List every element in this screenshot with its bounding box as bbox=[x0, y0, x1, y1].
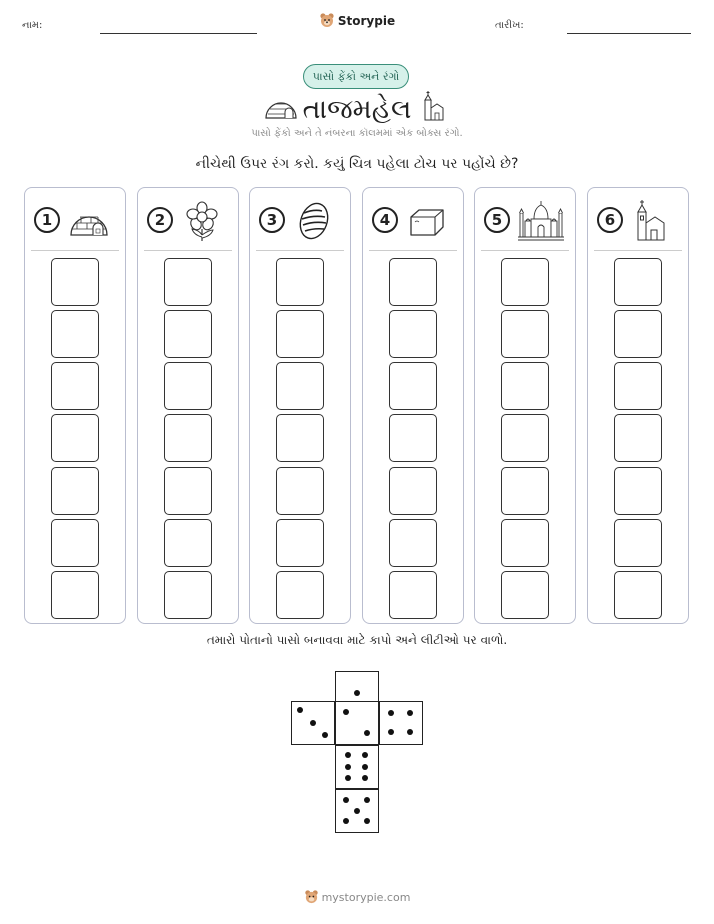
igloo-icon bbox=[264, 94, 298, 120]
column-header bbox=[588, 188, 688, 250]
brand-name: Storypie bbox=[337, 14, 396, 28]
color-box[interactable] bbox=[501, 258, 549, 306]
color-box[interactable] bbox=[164, 258, 212, 306]
flower-icon bbox=[180, 199, 224, 243]
storypie-mascot-icon bbox=[319, 12, 335, 31]
color-box[interactable] bbox=[501, 467, 549, 515]
column-1 bbox=[24, 187, 126, 624]
color-box[interactable] bbox=[164, 571, 212, 619]
color-box[interactable] bbox=[164, 310, 212, 358]
color-box[interactable] bbox=[614, 519, 662, 567]
column-4 bbox=[362, 187, 464, 624]
color-box[interactable] bbox=[501, 519, 549, 567]
die-pip bbox=[388, 710, 394, 716]
color-box[interactable] bbox=[276, 571, 324, 619]
die-pip bbox=[343, 818, 349, 824]
color-box[interactable] bbox=[501, 571, 549, 619]
color-box[interactable] bbox=[389, 467, 437, 515]
color-box[interactable] bbox=[51, 571, 99, 619]
color-box[interactable] bbox=[614, 310, 662, 358]
color-box[interactable] bbox=[389, 258, 437, 306]
color-box[interactable] bbox=[164, 467, 212, 515]
date-label: તારીખ: bbox=[495, 20, 524, 31]
color-box[interactable] bbox=[51, 310, 99, 358]
column-divider bbox=[256, 250, 344, 251]
column-header bbox=[363, 188, 463, 250]
die-pip bbox=[364, 730, 370, 736]
color-box[interactable] bbox=[276, 310, 324, 358]
color-box[interactable] bbox=[51, 414, 99, 462]
die-face-4 bbox=[379, 701, 423, 745]
die-pip bbox=[407, 710, 413, 716]
die-pip bbox=[354, 690, 360, 696]
color-box[interactable] bbox=[51, 362, 99, 410]
date-line[interactable] bbox=[567, 33, 691, 34]
cut-instruction: તમારો પોતાનો પાસો બનાવવા માટે કાપો અને લીટીઓ પર વાળો. bbox=[206, 633, 508, 647]
die-face-6 bbox=[335, 745, 379, 789]
column-header bbox=[138, 188, 238, 250]
activity-pill: પાસો ફેંકો અને રંગો bbox=[303, 64, 409, 89]
brand-logo bbox=[0, 12, 714, 31]
die-pip bbox=[343, 709, 349, 715]
die-pip bbox=[354, 808, 360, 814]
taj-mahal-icon bbox=[517, 199, 561, 243]
column-divider bbox=[369, 250, 457, 251]
column-header bbox=[25, 188, 125, 250]
igloo-icon bbox=[67, 199, 111, 243]
die-face-3 bbox=[291, 701, 335, 745]
name-label: નામ: bbox=[22, 20, 43, 31]
color-box[interactable] bbox=[51, 519, 99, 567]
column-6 bbox=[587, 187, 689, 624]
column-5 bbox=[474, 187, 576, 624]
die-face-5 bbox=[335, 789, 379, 833]
die-pip bbox=[407, 729, 413, 735]
color-box[interactable] bbox=[389, 310, 437, 358]
color-box[interactable] bbox=[614, 571, 662, 619]
die-pip bbox=[388, 729, 394, 735]
column-header bbox=[475, 188, 575, 250]
activity-subtitle: પાસો ફેંકો અને તે નંબરના કૉલમમાં એક બોક્સ રંગો. bbox=[251, 128, 463, 139]
die-pip bbox=[362, 752, 368, 758]
name-line[interactable] bbox=[100, 33, 257, 34]
color-box[interactable] bbox=[389, 414, 437, 462]
color-box[interactable] bbox=[164, 362, 212, 410]
die-pip bbox=[310, 720, 316, 726]
storypie-mascot-icon bbox=[304, 889, 319, 907]
color-box[interactable] bbox=[501, 310, 549, 358]
color-box[interactable] bbox=[276, 258, 324, 306]
dice-number-badge: 4 bbox=[372, 207, 398, 233]
column-header bbox=[250, 188, 350, 250]
color-box[interactable] bbox=[501, 414, 549, 462]
dice-number-badge: 3 bbox=[259, 207, 285, 233]
church-icon bbox=[630, 199, 674, 243]
color-box[interactable] bbox=[501, 362, 549, 410]
dice-number-badge: 5 bbox=[484, 207, 510, 233]
color-box[interactable] bbox=[614, 414, 662, 462]
color-box[interactable] bbox=[614, 362, 662, 410]
ice-cube-icon bbox=[405, 199, 449, 243]
color-box[interactable] bbox=[164, 519, 212, 567]
color-box[interactable] bbox=[164, 414, 212, 462]
column-divider bbox=[594, 250, 682, 251]
page-title: તાજમહેલ bbox=[302, 94, 412, 125]
die-pip bbox=[297, 707, 303, 713]
die-pip bbox=[345, 764, 351, 770]
color-box[interactable] bbox=[51, 467, 99, 515]
die-pip bbox=[345, 775, 351, 781]
color-box[interactable] bbox=[614, 258, 662, 306]
color-box[interactable] bbox=[276, 467, 324, 515]
column-divider bbox=[481, 250, 569, 251]
dice-number-badge: 6 bbox=[597, 207, 623, 233]
church-icon bbox=[422, 90, 444, 122]
activity-instruction: નીચેથી ઉપર રંગ કરો. કયું ચિત્ર પહેલા ટોચ પર પહોંચે છે? bbox=[195, 156, 519, 172]
column-3 bbox=[249, 187, 351, 624]
color-box[interactable] bbox=[389, 362, 437, 410]
dice-number-badge: 2 bbox=[147, 207, 173, 233]
color-box[interactable] bbox=[389, 571, 437, 619]
footer bbox=[0, 889, 714, 907]
color-box[interactable] bbox=[389, 519, 437, 567]
die-pip bbox=[362, 764, 368, 770]
column-2 bbox=[137, 187, 239, 624]
die-pip bbox=[345, 752, 351, 758]
die-pip bbox=[364, 797, 370, 803]
color-box[interactable] bbox=[51, 258, 99, 306]
color-box[interactable] bbox=[276, 414, 324, 462]
color-box[interactable] bbox=[276, 362, 324, 410]
stone-icon bbox=[292, 199, 336, 243]
dice-number-badge: 1 bbox=[34, 207, 60, 233]
footer-url[interactable]: mystorypie.com bbox=[321, 891, 411, 904]
column-divider bbox=[31, 250, 119, 251]
die-pip bbox=[362, 775, 368, 781]
die-pip bbox=[343, 797, 349, 803]
die-pip bbox=[322, 732, 328, 738]
color-box[interactable] bbox=[276, 519, 324, 567]
die-pip bbox=[364, 818, 370, 824]
color-box[interactable] bbox=[614, 467, 662, 515]
die-face-2 bbox=[335, 701, 379, 745]
column-divider bbox=[144, 250, 232, 251]
